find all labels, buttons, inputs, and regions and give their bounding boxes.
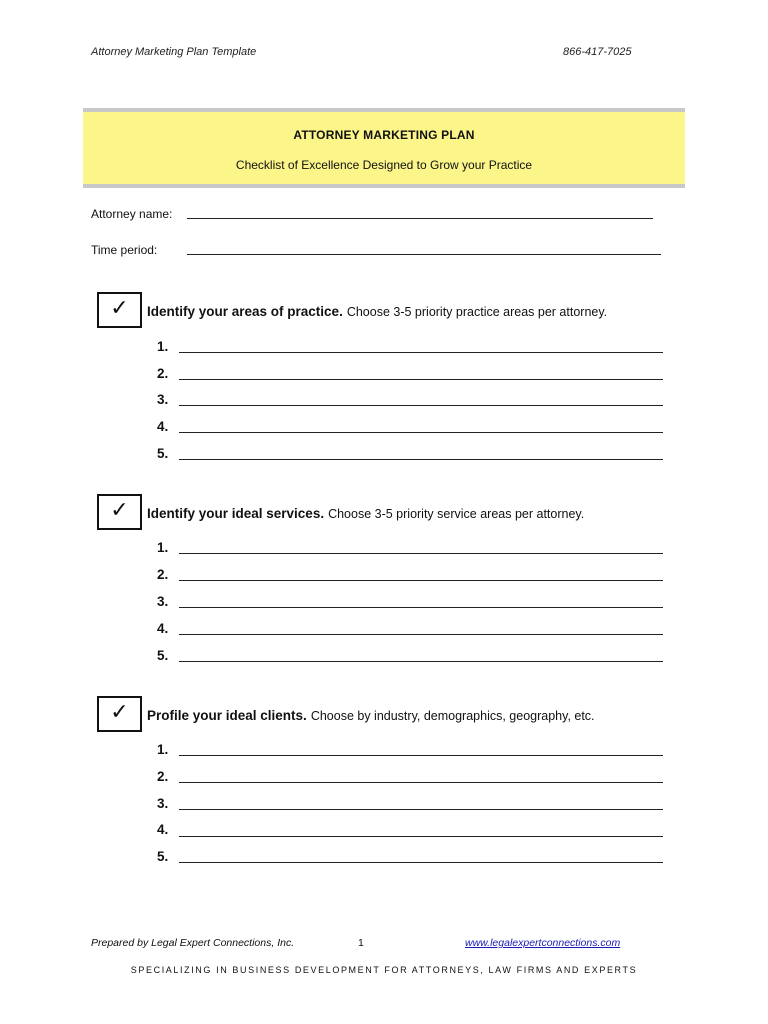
section-2-item-number: 2. — [157, 567, 169, 582]
section-3-checkbox[interactable]: ✓ — [97, 696, 142, 732]
section-2-title: Identify your ideal services. — [147, 506, 325, 521]
section-3-item-line[interactable] — [179, 836, 663, 837]
section-2-item-line[interactable] — [179, 634, 663, 635]
footer-prepared-by: Prepared by Legal Expert Connections, Inc. — [91, 937, 295, 949]
section-3-heading — [147, 708, 595, 723]
section-1-item-number: 2. — [157, 366, 169, 381]
section-2-item-line[interactable] — [179, 607, 663, 608]
title-banner — [83, 108, 685, 188]
website-link[interactable]: www.legalexpertconnections.com — [465, 937, 621, 949]
section-1-item-line[interactable] — [179, 352, 663, 353]
section-3-item-line[interactable] — [179, 862, 663, 863]
section-1-item-number: 1. — [157, 339, 169, 354]
section-3-title: Profile your ideal clients. — [147, 708, 307, 723]
section-3-item-line[interactable] — [179, 755, 663, 756]
section-3-item-line[interactable] — [179, 809, 663, 810]
section-2-item-number: 4. — [157, 621, 169, 636]
section-3-item-number: 5. — [157, 849, 169, 864]
section-2-item-line[interactable] — [179, 553, 663, 554]
attorney-name-line[interactable] — [187, 218, 653, 219]
section-2-item-line[interactable] — [179, 580, 663, 581]
time-period-label: Time period: — [91, 243, 158, 257]
section-2-item-number: 1. — [157, 540, 169, 555]
footer-tagline: SPECIALIZING IN BUSINESS DEVELOPMENT FOR ATTORNEYS, LAW FIRMS AND EXPERTS — [130, 965, 638, 975]
banner-title: ATTORNEY MARKETING PLAN — [293, 128, 475, 142]
attorney-name-label: Attorney name: — [91, 207, 173, 221]
header-title: Attorney Marketing Plan Template — [91, 46, 257, 58]
header-phone: 866-417-7025 — [563, 46, 632, 58]
section-1-checkbox[interactable]: ✓ — [97, 292, 142, 328]
section-3-item-number: 3. — [157, 796, 169, 811]
section-1-item-line[interactable] — [179, 405, 663, 406]
section-2-item-number: 3. — [157, 594, 169, 609]
section-1-item-number: 3. — [157, 392, 169, 407]
section-1-item-number: 5. — [157, 446, 169, 461]
section-1-item-line[interactable] — [179, 379, 663, 380]
section-2-heading — [147, 506, 584, 521]
section-3-item-number: 4. — [157, 822, 169, 837]
section-3-item-line[interactable] — [179, 782, 663, 783]
section-2-item-number: 5. — [157, 648, 169, 663]
section-1-heading — [147, 304, 607, 319]
section-3-item-number: 2. — [157, 769, 169, 784]
section-3-description: Choose by industry, demographics, geography, etc. — [310, 709, 595, 723]
section-1-item-line[interactable] — [179, 432, 663, 433]
section-2-item-line[interactable] — [179, 661, 663, 662]
section-1-description: Choose 3-5 priority practice areas per attorney. — [346, 305, 608, 319]
section-1-title: Identify your areas of practice. — [147, 304, 343, 319]
time-period-line[interactable] — [187, 254, 661, 255]
section-1-item-number: 4. — [157, 419, 169, 434]
section-2-checkbox[interactable]: ✓ — [97, 494, 142, 530]
section-1-item-line[interactable] — [179, 459, 663, 460]
section-3-item-number: 1. — [157, 742, 169, 757]
page-number: 1 — [358, 937, 364, 949]
section-2-description: Choose 3-5 priority service areas per attorney. — [328, 507, 585, 521]
banner-subtitle: Checklist of Excellence Designed to Grow your Practice — [235, 158, 533, 172]
